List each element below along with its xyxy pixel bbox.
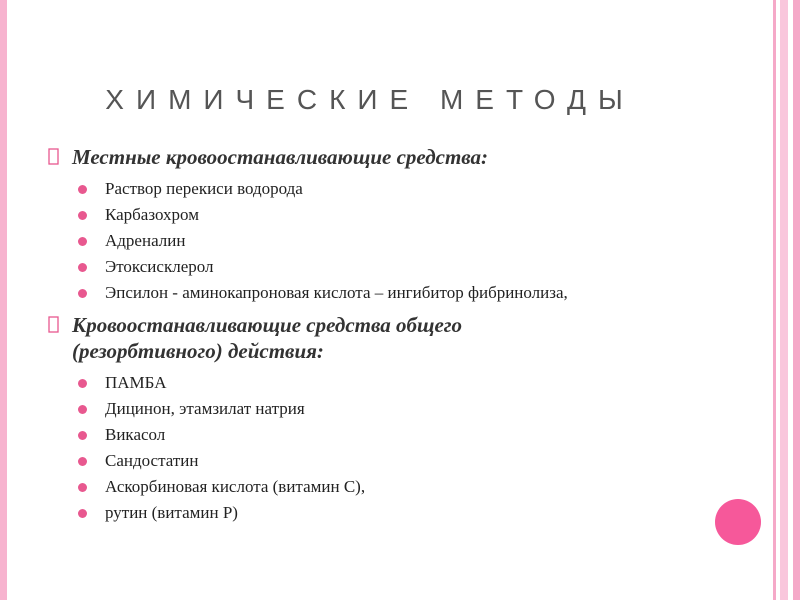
- right-border-stripe-thin: [773, 0, 776, 600]
- list-item-text: Аскорбиновая кислота (витамин С),: [105, 477, 366, 496]
- list-item: [48, 500, 718, 526]
- list-item-text: Сандостатин: [105, 451, 199, 470]
- slide-content: [48, 144, 718, 526]
- list-item-text: Этоксисклерол: [105, 257, 214, 276]
- bullet-list: [48, 176, 718, 306]
- list-item-text: Викасол: [105, 425, 166, 444]
- bullet-dot-icon: [78, 263, 87, 272]
- list-item: [48, 254, 718, 280]
- list-item-text: Карбазохром: [105, 205, 199, 224]
- decorative-pink-circle: [715, 499, 761, 545]
- list-item-text: рутин (витамин Р): [105, 503, 238, 522]
- list-item: [48, 396, 718, 422]
- bullet-dot-icon: [78, 211, 87, 220]
- bullet-dot-icon: [78, 483, 87, 492]
- right-border-stripe-edge: [793, 0, 800, 600]
- bullet-list: [48, 370, 718, 526]
- bullet-dot-icon: [78, 405, 87, 414]
- list-item: [48, 280, 718, 306]
- list-item-text: Дицинон, этамзилат натрия: [105, 399, 305, 418]
- list-item: [48, 202, 718, 228]
- slide-title: ХИМИЧЕСКИЕ МЕТОДЫ: [105, 84, 635, 115]
- section-marker-icon: [48, 316, 59, 333]
- bullet-dot-icon: [78, 237, 87, 246]
- list-item-text: Эпсилон - аминокапроновая кислота – ингибитор фибринолиза,: [105, 283, 568, 302]
- list-item: [48, 448, 718, 474]
- bullet-dot-icon: [78, 509, 87, 518]
- list-item-text: ПАМБА: [105, 373, 167, 392]
- list-item-text: Раствор перекиси водорода: [105, 179, 303, 198]
- bullet-dot-icon: [78, 289, 87, 298]
- bullet-dot-icon: [78, 185, 87, 194]
- bullet-dot-icon: [78, 379, 87, 388]
- list-item: [48, 176, 718, 202]
- bullet-dot-icon: [78, 457, 87, 466]
- section-heading-text-line2: (резорбтивного) действия:: [72, 339, 324, 363]
- section-heading: [48, 144, 718, 170]
- section-heading-text-line1: Кровоостанавливающие средства общего: [72, 313, 463, 337]
- list-item: [48, 228, 718, 254]
- section-heading: [48, 312, 718, 364]
- section-marker-icon: [48, 148, 59, 165]
- list-item: [48, 474, 718, 500]
- section-local-agents: [48, 144, 718, 306]
- list-item-text: Адреналин: [105, 231, 186, 250]
- section-systemic-agents: [48, 312, 718, 526]
- section-heading-text: Местные кровоостанавливающие средства:: [72, 145, 489, 169]
- list-item: [48, 422, 718, 448]
- right-border-stripe-light: [780, 0, 788, 600]
- list-item: [48, 370, 718, 396]
- bullet-dot-icon: [78, 431, 87, 440]
